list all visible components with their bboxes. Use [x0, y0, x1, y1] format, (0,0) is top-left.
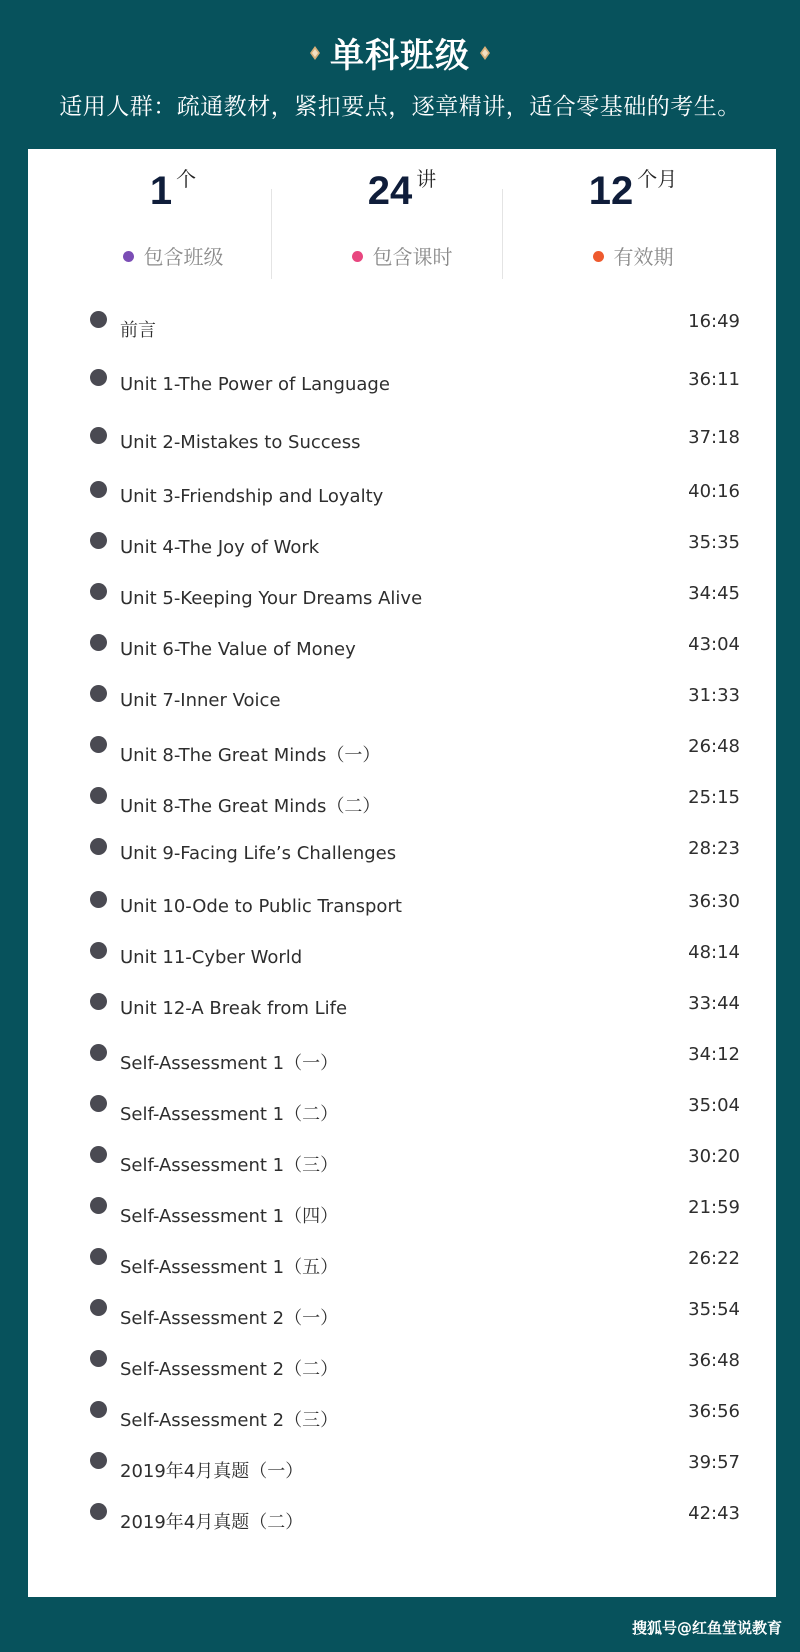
list-item[interactable]: [90, 736, 740, 766]
stat-hours: [287, 169, 517, 270]
bullet-icon: [90, 532, 107, 549]
list-item[interactable]: [90, 942, 740, 972]
lesson-duration: 40:16: [688, 481, 740, 502]
bullet-icon: [90, 993, 107, 1010]
bullet-icon: [90, 634, 107, 651]
stat-unit: 讲: [416, 167, 437, 191]
bullet-icon: [90, 891, 107, 908]
lesson-title: Unit 8-The Great Minds（一）: [120, 745, 381, 766]
lesson-duration: 36:11: [688, 369, 740, 390]
list-item[interactable]: [90, 369, 740, 399]
bullet-icon: [90, 838, 107, 855]
lesson-duration: 28:23: [688, 838, 740, 859]
lesson-title: Unit 5-Keeping Your Dreams Alive: [120, 588, 423, 609]
lesson-duration: 36:30: [688, 891, 740, 912]
bullet-icon: [90, 369, 107, 386]
lesson-duration: 36:48: [688, 1350, 740, 1371]
lesson-duration: 48:14: [688, 942, 740, 963]
lesson-duration: 21:59: [688, 1197, 740, 1218]
bullet-icon: [90, 942, 107, 959]
lesson-title: Self-Assessment 2（一）: [120, 1308, 339, 1329]
lesson-duration: 35:35: [688, 532, 740, 553]
list-item[interactable]: [90, 1248, 740, 1278]
list-item[interactable]: [90, 583, 740, 613]
bullet-icon: [90, 1401, 107, 1418]
bullet-icon: [90, 1095, 107, 1112]
list-item[interactable]: [90, 1452, 740, 1482]
bullet-icon: [90, 1044, 107, 1061]
list-item[interactable]: [90, 481, 740, 511]
lesson-title: 2019年4月真题（二）: [120, 1512, 304, 1533]
stat-label: 有效期: [613, 245, 674, 269]
list-item[interactable]: [90, 1044, 740, 1074]
lesson-duration: 16:49: [688, 311, 740, 332]
bullet-icon: [90, 1350, 107, 1367]
lesson-duration: 42:43: [688, 1503, 740, 1524]
list-item[interactable]: [90, 1197, 740, 1227]
list-item[interactable]: [90, 838, 740, 868]
lesson-title: Self-Assessment 1（一）: [120, 1053, 339, 1074]
stat-unit: 个: [176, 167, 197, 191]
list-item[interactable]: [90, 891, 740, 921]
list-item[interactable]: [90, 1095, 740, 1125]
stat-value: 1: [149, 169, 173, 213]
list-item[interactable]: [90, 1350, 740, 1380]
list-item[interactable]: [90, 1299, 740, 1329]
lesson-duration: 39:57: [688, 1452, 740, 1473]
divider: [502, 189, 503, 279]
lesson-duration: 34:12: [688, 1044, 740, 1065]
bullet-icon: [90, 736, 107, 753]
bullet-icon: [90, 427, 107, 444]
list-item[interactable]: [90, 993, 740, 1023]
bullet-icon: [90, 481, 107, 498]
list-item[interactable]: [90, 311, 740, 341]
audience-subtitle: 适用人群：疏通教材，紧扣要点，逐章精讲，适合零基础的考生。: [59, 94, 741, 120]
lesson-title: Unit 7-Inner Voice: [120, 690, 281, 711]
watermark: 搜狐号@红鱼堂说教育: [631, 1619, 782, 1637]
bullet-icon: [90, 685, 107, 702]
lesson-duration: 34:45: [688, 583, 740, 604]
stat-label: 包含班级: [143, 245, 224, 269]
list-item[interactable]: [90, 532, 740, 562]
course-card: [28, 149, 776, 1597]
stat-label: 包含课时: [372, 245, 453, 269]
bullet-icon: [90, 787, 107, 804]
lesson-title: Unit 8-The Great Minds（二）: [120, 796, 381, 817]
pink-dot-icon: [352, 251, 363, 262]
stat-classes: [58, 169, 288, 270]
page-title: 单科班级: [330, 36, 470, 76]
bullet-icon: [90, 1248, 107, 1265]
lesson-duration: 37:18: [688, 427, 740, 448]
bullet-icon: [90, 1452, 107, 1469]
bullet-icon: [90, 1299, 107, 1316]
lesson-duration: 26:22: [688, 1248, 740, 1269]
list-item[interactable]: [90, 1146, 740, 1176]
lesson-title: Unit 9-Facing Life’s Challenges: [120, 843, 397, 864]
lesson-duration: 36:56: [688, 1401, 740, 1422]
purple-dot-icon: [123, 251, 134, 262]
lesson-duration: 26:48: [688, 736, 740, 757]
list-item[interactable]: [90, 685, 740, 715]
header: [0, 0, 800, 150]
stats-row: [28, 169, 776, 279]
lesson-title: Unit 11-Cyber World: [120, 947, 303, 968]
orange-dot-icon: [593, 251, 604, 262]
bullet-icon: [90, 311, 107, 328]
lesson-title: Self-Assessment 1（三）: [120, 1155, 339, 1176]
title-row: [0, 28, 800, 77]
lesson-title: 2019年4月真题（一）: [120, 1461, 304, 1482]
diamond-left-icon: [310, 46, 320, 60]
lesson-duration: 35:04: [688, 1095, 740, 1116]
lesson-title: Unit 6-The Value of Money: [120, 639, 356, 660]
lesson-title: Self-Assessment 1（二）: [120, 1104, 339, 1125]
lesson-title: Unit 10-Ode to Public Transport: [120, 896, 402, 917]
bullet-icon: [90, 583, 107, 600]
lesson-title: Unit 12-A Break from Life: [120, 998, 348, 1019]
lesson-duration: 43:04: [688, 634, 740, 655]
list-item[interactable]: [90, 787, 740, 817]
lesson-title: Self-Assessment 1（四）: [120, 1206, 339, 1227]
lesson-title: Self-Assessment 2（二）: [120, 1359, 339, 1380]
lesson-duration: 25:15: [688, 787, 740, 808]
bullet-icon: [90, 1146, 107, 1163]
lesson-duration: 35:54: [688, 1299, 740, 1320]
stat-validity: [518, 169, 748, 270]
lesson-title: Self-Assessment 1（五）: [120, 1257, 339, 1278]
lesson-title: Self-Assessment 2（三）: [120, 1410, 339, 1431]
list-item[interactable]: [90, 1401, 740, 1431]
stat-value: 12: [588, 169, 634, 213]
lesson-duration: 30:20: [688, 1146, 740, 1167]
stat-value: 24: [367, 169, 413, 213]
list-item[interactable]: [90, 634, 740, 664]
lesson-title: Unit 1-The Power of Language: [120, 374, 390, 395]
list-item[interactable]: [90, 427, 740, 457]
lesson-duration: 31:33: [688, 685, 740, 706]
bullet-icon: [90, 1197, 107, 1214]
lesson-title: Unit 2-Mistakes to Success: [120, 432, 361, 453]
diamond-right-icon: [480, 46, 490, 60]
stat-unit: 个月: [637, 167, 678, 191]
divider: [271, 189, 272, 279]
bullet-icon: [90, 1503, 107, 1520]
lesson-title: 前言: [120, 320, 156, 341]
lesson-title: Unit 3-Friendship and Loyalty: [120, 486, 384, 507]
lesson-title: Unit 4-The Joy of Work: [120, 537, 320, 558]
lesson-duration: 33:44: [688, 993, 740, 1014]
list-item[interactable]: [90, 1503, 740, 1533]
